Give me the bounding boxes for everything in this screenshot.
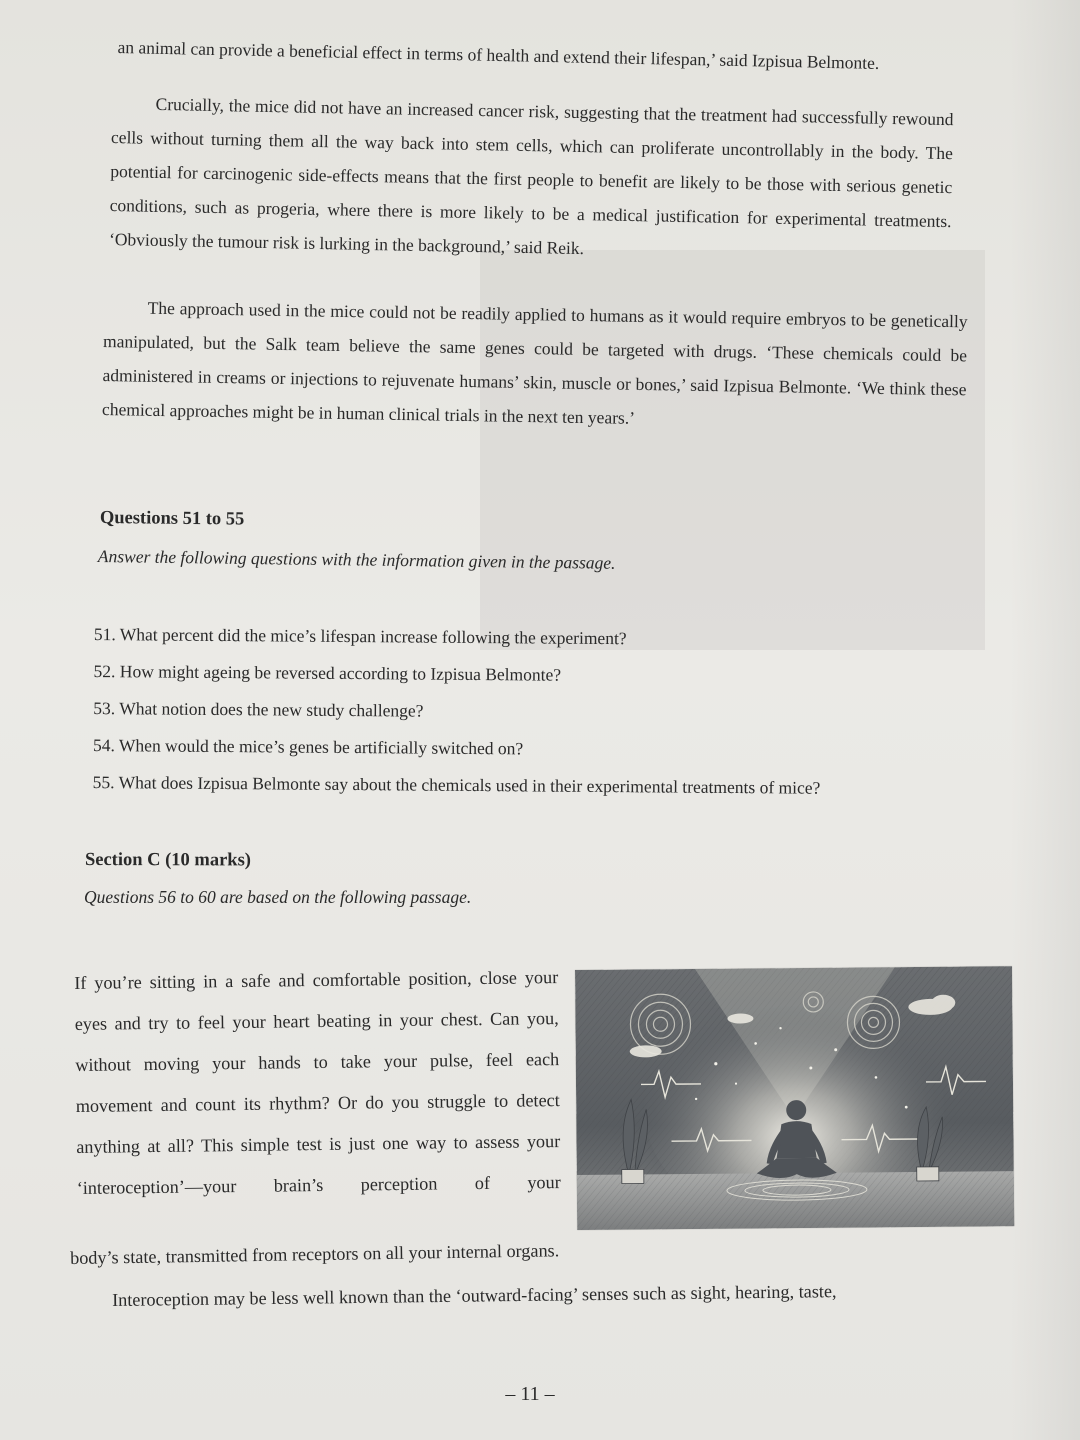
question-51: 51. What percent did the mice’s lifespan increase following the experiment?	[93, 623, 627, 649]
paragraph-cancer-risk: Crucially, the mice did not have an increased cancer risk, suggesting that the treatment had successfully rewound cells without turning them all the way back into stem cells, which can proliferate uncontrollably in the body. The potential for carcinogenic side-effects means that the first people to benefit are likely to be those with serious genetic conditions, such as progeria, where there is more likely to be a medical justification for experimental treatments. ‘Obviously the tumour risk is lurking in the background,’ said Reik.	[108, 93, 954, 259]
question-55: 55. What does Izpisua Belmonte say about the chemicals used in their experimental treatments of mice?	[92, 771, 821, 798]
paragraph-interoception-intro: If you’re sitting in a safe and comfortable position, close your eyes and try to feel your heart beating in your chest. Can you, without moving your hands to take your pulse, feel each movement and count its rhythm? Or do you struggle to detect anything at all? This simple test is just one way to assess your ‘interoception’—your brain’s perception of your	[74, 967, 561, 1198]
paragraph-izpisua-quote: an animal can provide a beneficial effect in terms of health and extend their lifespan,’ said Izpisua Belmonte.	[117, 36, 880, 73]
paragraph-interoception-intro-tail: body’s state, transmitted from receptors on all your internal organs.	[70, 1240, 560, 1268]
section-c-subtitle: Questions 56 to 60 are based on the following passage.	[84, 887, 472, 907]
section-c-heading	[85, 850, 251, 871]
paragraph-human-application: The approach used in the mice could not be readily applied to humans as it would require embryos to be genetically manipulated, but the Salk team believe the same genes could be targeted with drugs. ‘These chemicals could be administered in creams or injections to rejuvenate humans’ skin, muscle or bones,’ said Izpisua Belmonte. ‘We think these chemical approaches might be in human clinical trials in the next ten years.’	[101, 297, 968, 428]
paragraph-interoception-senses: Interoception may be less well known than the ‘outward-facing’ senses such as sight, hearing, taste,	[112, 1281, 837, 1310]
section-c-marks: (10 marks)	[160, 850, 251, 871]
questions-heading: Questions 51 to 55	[99, 508, 245, 530]
question-list	[93, 620, 974, 812]
questions-instruction: Answer the following questions with the information given in the passage.	[97, 546, 616, 573]
meditation-illustration	[575, 966, 1014, 1230]
question-53: 53. What notion does the new study challenge?	[93, 697, 424, 721]
question-54: 54. When would the mice’s genes be artificially switched on?	[92, 734, 524, 759]
section-c-title: Section C	[84, 850, 161, 871]
page-edge-shadow	[1010, 0, 1080, 1440]
question-52: 52. How might ageing be reversed according to Izpisua Belmonte?	[93, 660, 562, 685]
page-number: – 11 –	[505, 1383, 555, 1405]
